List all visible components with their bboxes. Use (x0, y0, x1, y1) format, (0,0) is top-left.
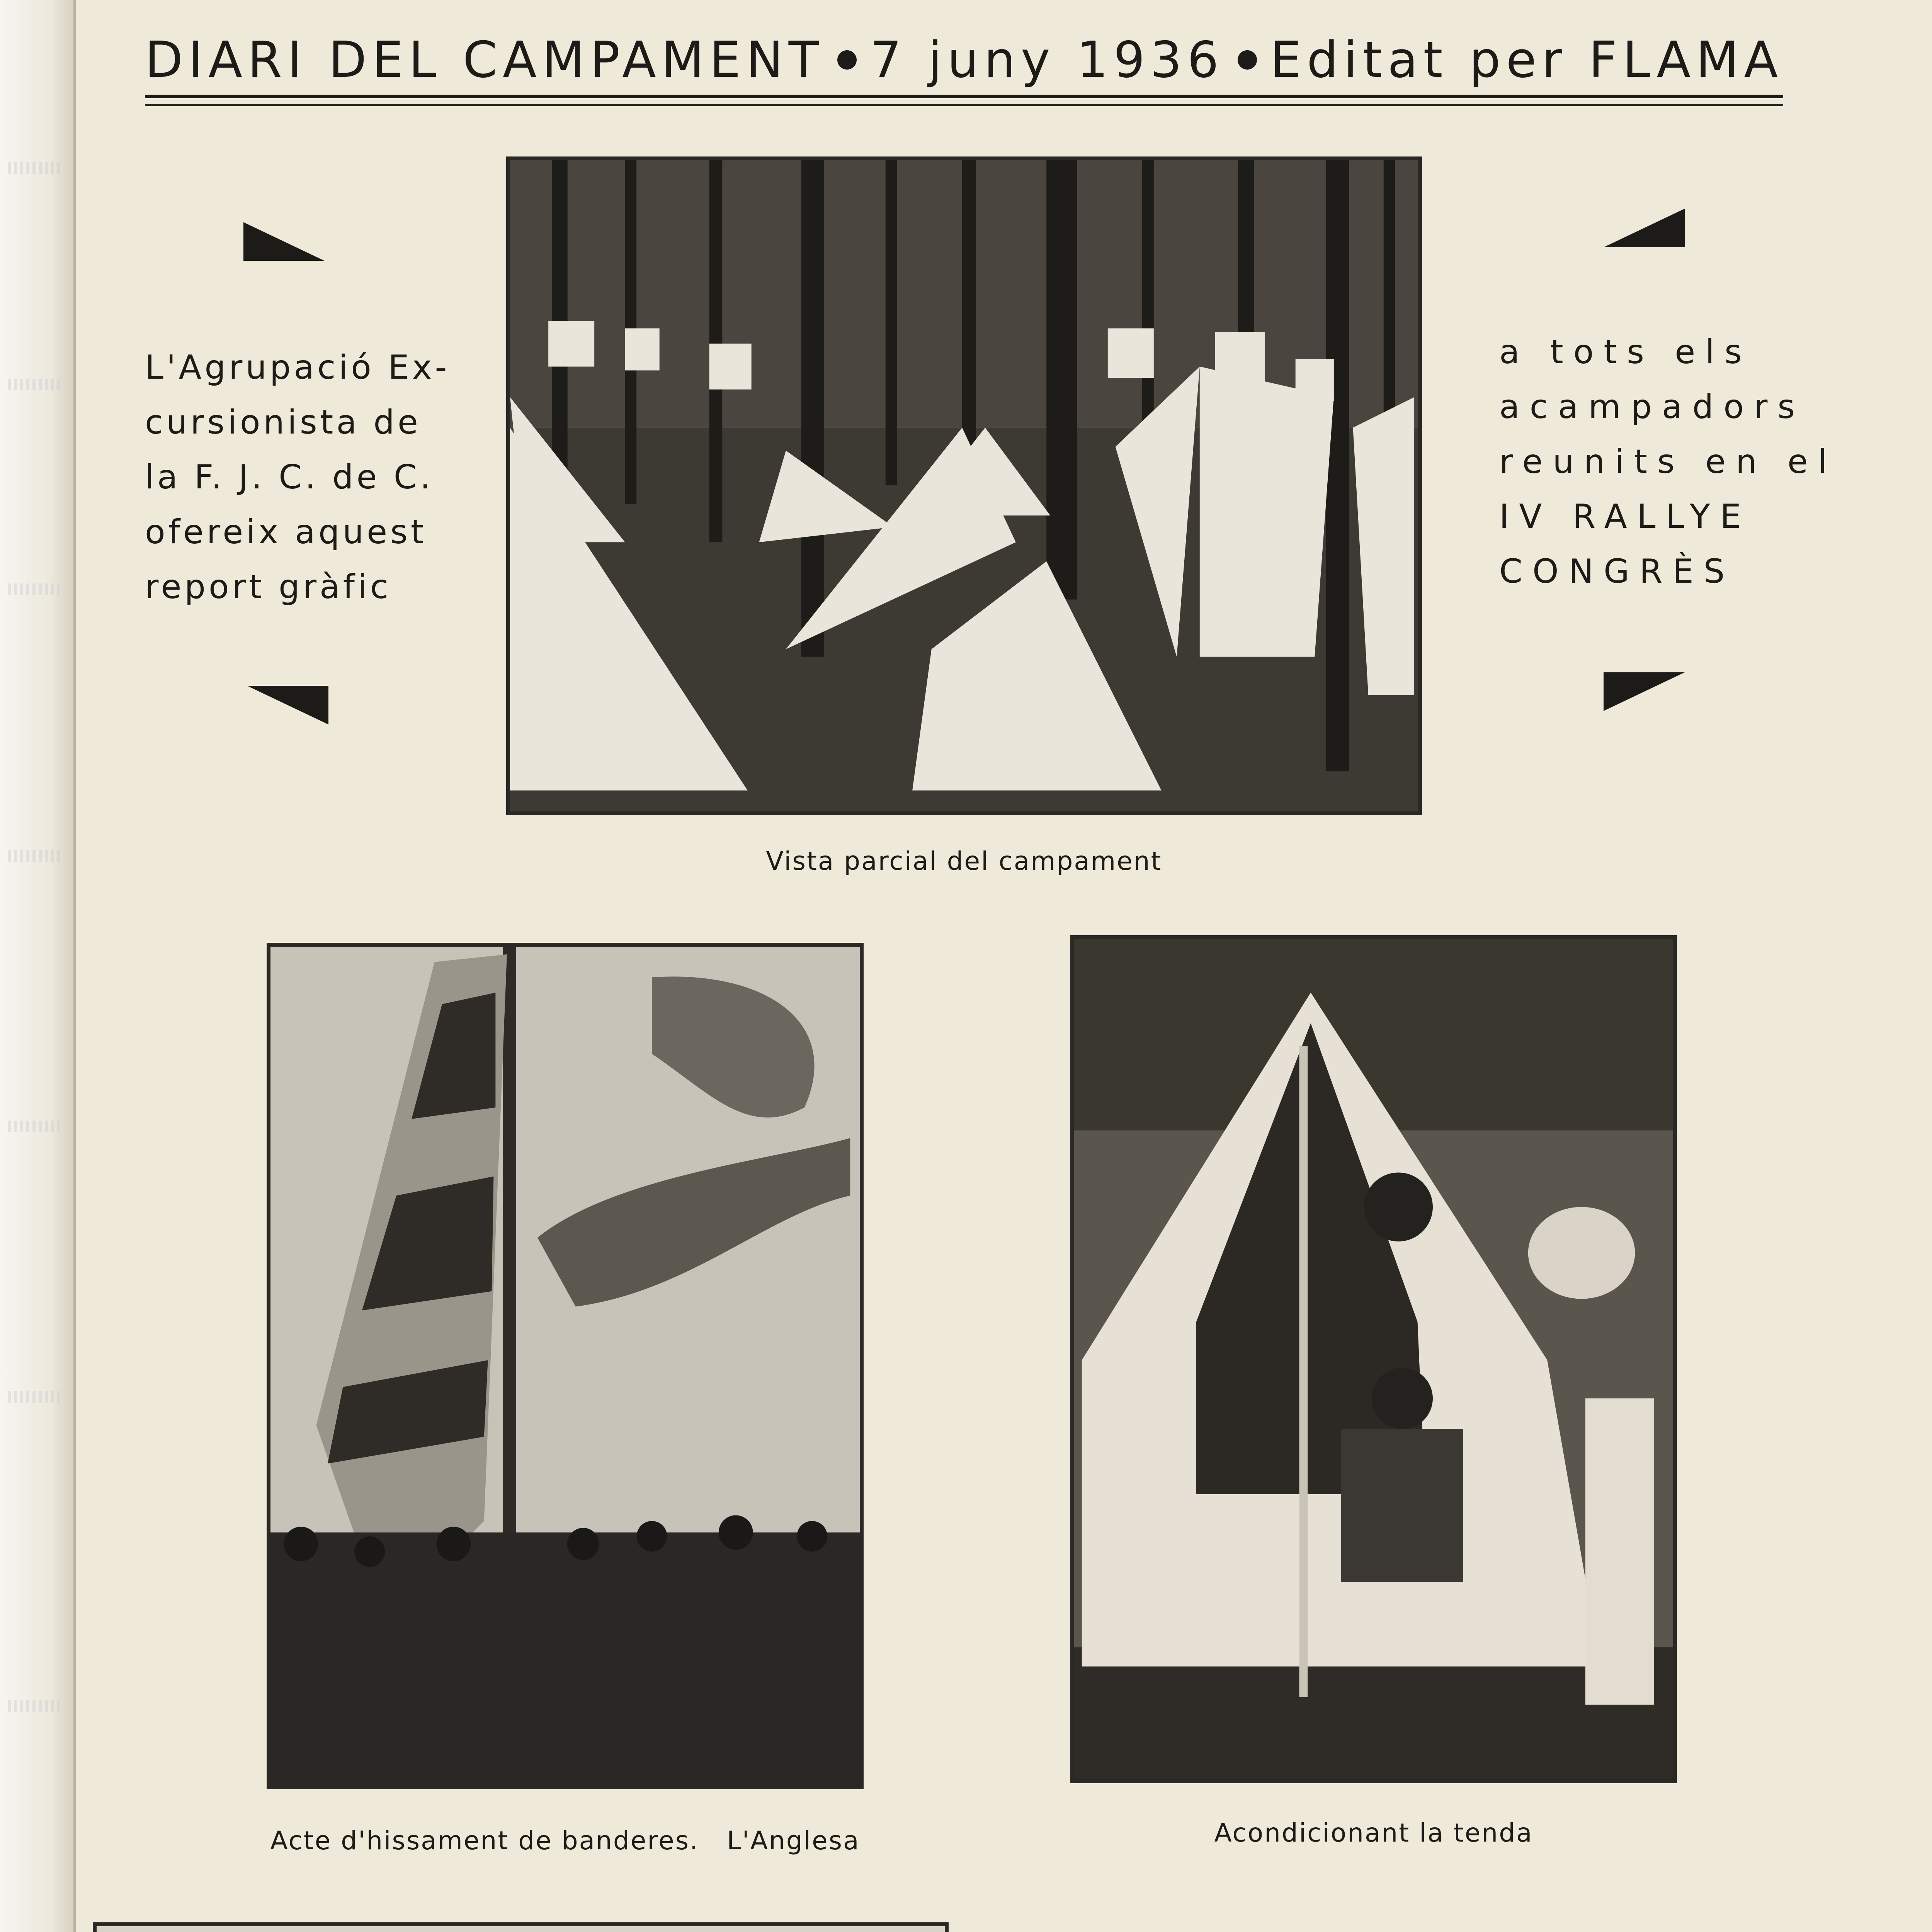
intro-right-text (1499, 325, 1837, 599)
photo-tent-setup (1070, 935, 1677, 1783)
intro-left-line: la F. J. C. de C. (145, 458, 434, 497)
masthead-rule-top (145, 95, 1783, 98)
page-fold-edge (0, 0, 76, 1932)
intro-right-line: CONGRÈS (1499, 552, 1735, 591)
caption-flag-raising: Acte d'hissament de banderes. L'Anglesa (270, 1826, 860, 1855)
wedge-top-left-icon (243, 222, 325, 265)
photo-camp-overview (506, 156, 1422, 815)
photo-flag-raising (267, 943, 864, 1789)
wedge-top-right-icon (1604, 209, 1685, 251)
masthead-rule-bottom (145, 104, 1783, 106)
wedge-bottom-left-icon (247, 686, 328, 728)
photo-preparing-lunch (93, 1922, 949, 1932)
intro-left-line: cursionista de (145, 403, 421, 442)
bullet-icon (837, 50, 857, 70)
caption-camp-overview: Vista parcial del campament (766, 846, 1162, 876)
masthead-date: 7 juny 1936 (870, 31, 1225, 89)
intro-left-line: report gràfic (145, 568, 392, 606)
intro-left-line: ofereix aquest (145, 513, 427, 551)
wedge-bottom-right-icon (1604, 672, 1685, 715)
bullet-icon (1238, 50, 1257, 70)
masthead (145, 29, 1783, 91)
masthead-title: DIARI DEL CAMPAMENT (145, 31, 824, 89)
intro-right-line: reunits en el (1499, 442, 1837, 481)
intro-left-line: L'Agrupació Ex- (145, 348, 450, 387)
intro-left-text (145, 340, 450, 614)
intro-right-line: acampadors (1499, 388, 1805, 426)
caption-tent-setup: Acondicionant la tenda (1214, 1818, 1533, 1848)
intro-right-line: a tots els (1499, 333, 1752, 371)
intro-right-line: IV RALLYE (1499, 497, 1751, 536)
masthead-editor: Editat per FLAMA (1270, 31, 1783, 89)
